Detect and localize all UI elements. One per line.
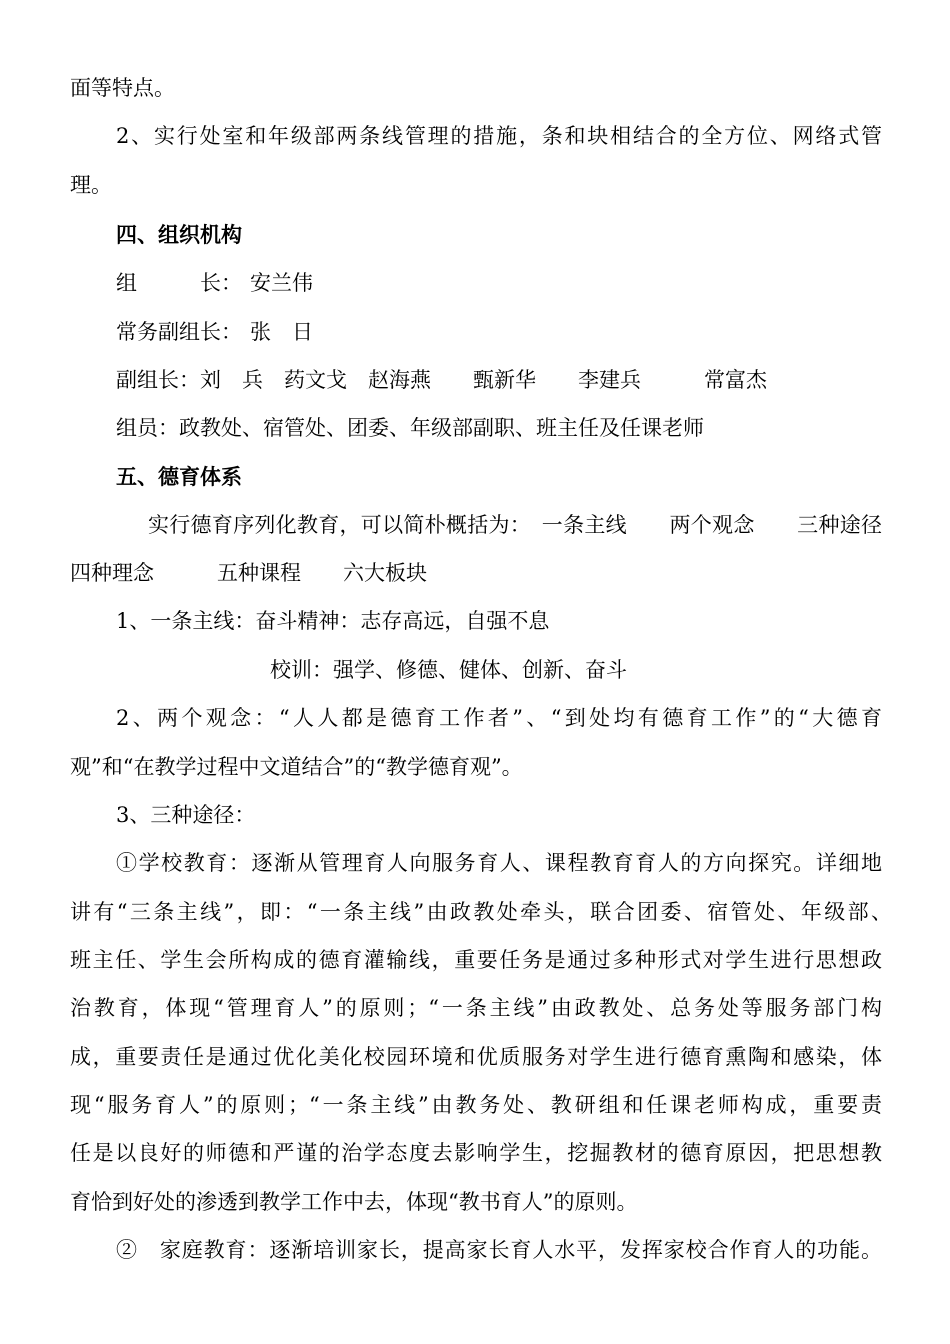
org-exec-name: 张 日 (250, 320, 313, 344)
paragraph-line: 2、两个观念：“人人都是德育工作者”、“到处均有德育工作”的“大德育 (116, 706, 882, 730)
org-exec-label: 常务副组长： (116, 320, 242, 344)
paragraph-line: 现“服务育人”的原则；“一条主线”由教务处、教研组和任课老师构成，重要责 (70, 1093, 882, 1117)
paragraph-line: 实行德育序列化教育，可以简朴概括为： 一条主线 两个观念 三种途径 (148, 513, 882, 537)
paragraph-line: 2、实行处室和年级部两条线管理的措施，条和块相结合的全方位、网络式管 (116, 124, 882, 148)
paragraph-line: 观”和“在教学过程中文道结合”的“教学德育观”。 (70, 755, 523, 779)
paragraph-line: 成，重要责任是通过优化美化校园环境和优质服务对学生进行德育熏陶和感染，体 (70, 1045, 882, 1069)
paragraph-line: 治教育，体现“管理育人”的原则；“一条主线”由政教处、总务处等服务部门构 (70, 996, 882, 1020)
org-leader-name: 安兰伟 (250, 271, 313, 295)
paragraph-line: 育恰到好处的渗透到教学工作中去，体现“教书育人”的原则。 (70, 1190, 638, 1214)
paragraph-line: ①学校教育：逐渐从管理育人向服务育人、课程教育育人的方向探究。详细地 (116, 851, 882, 875)
paragraph-line: 讲有“三条主线”，即：“一条主线”由政教处牵头，联合团委、宿管处、年级部、 (70, 900, 892, 924)
org-leader-label: 组 长： (116, 271, 242, 295)
paragraph-line: 班主任、学生会所构成的德育灌输线，重要任务是通过多种形式对学生进行思想政 (70, 948, 882, 972)
paragraph-line: 3、三种途径： (116, 803, 256, 827)
paragraph-line: 1、一条主线：奋斗精神：志存高远，自强不息 (116, 609, 550, 633)
paragraph-line: ② 家庭教育：逐渐培训家长，提高家长育人水平，发挥家校合作育人的功能。 (116, 1238, 882, 1262)
paragraph-line: 任是以良好的师德和严谨的治学态度去影响学生，挖掘教材的德育原因，把思想教 (70, 1141, 882, 1165)
paragraph-line: 理。 (70, 173, 112, 197)
paragraph-line: 面等特点。 (70, 76, 175, 100)
section-heading-org: 四、组织机构 (116, 223, 242, 247)
section-heading-moral: 五、德育体系 (116, 465, 242, 489)
paragraph-line: 校训：强学、修德、健体、创新、奋斗 (270, 658, 627, 682)
org-members-line: 组员：政教处、宿管处、团委、年级部副职、班主任及任课老师 (116, 416, 704, 440)
org-deputy-line: 副组长：刘 兵 药文戈 赵海燕 甄新华 李建兵 常富杰 (116, 368, 767, 392)
paragraph-line: 四种理念 五种课程 六大板块 (70, 561, 427, 585)
